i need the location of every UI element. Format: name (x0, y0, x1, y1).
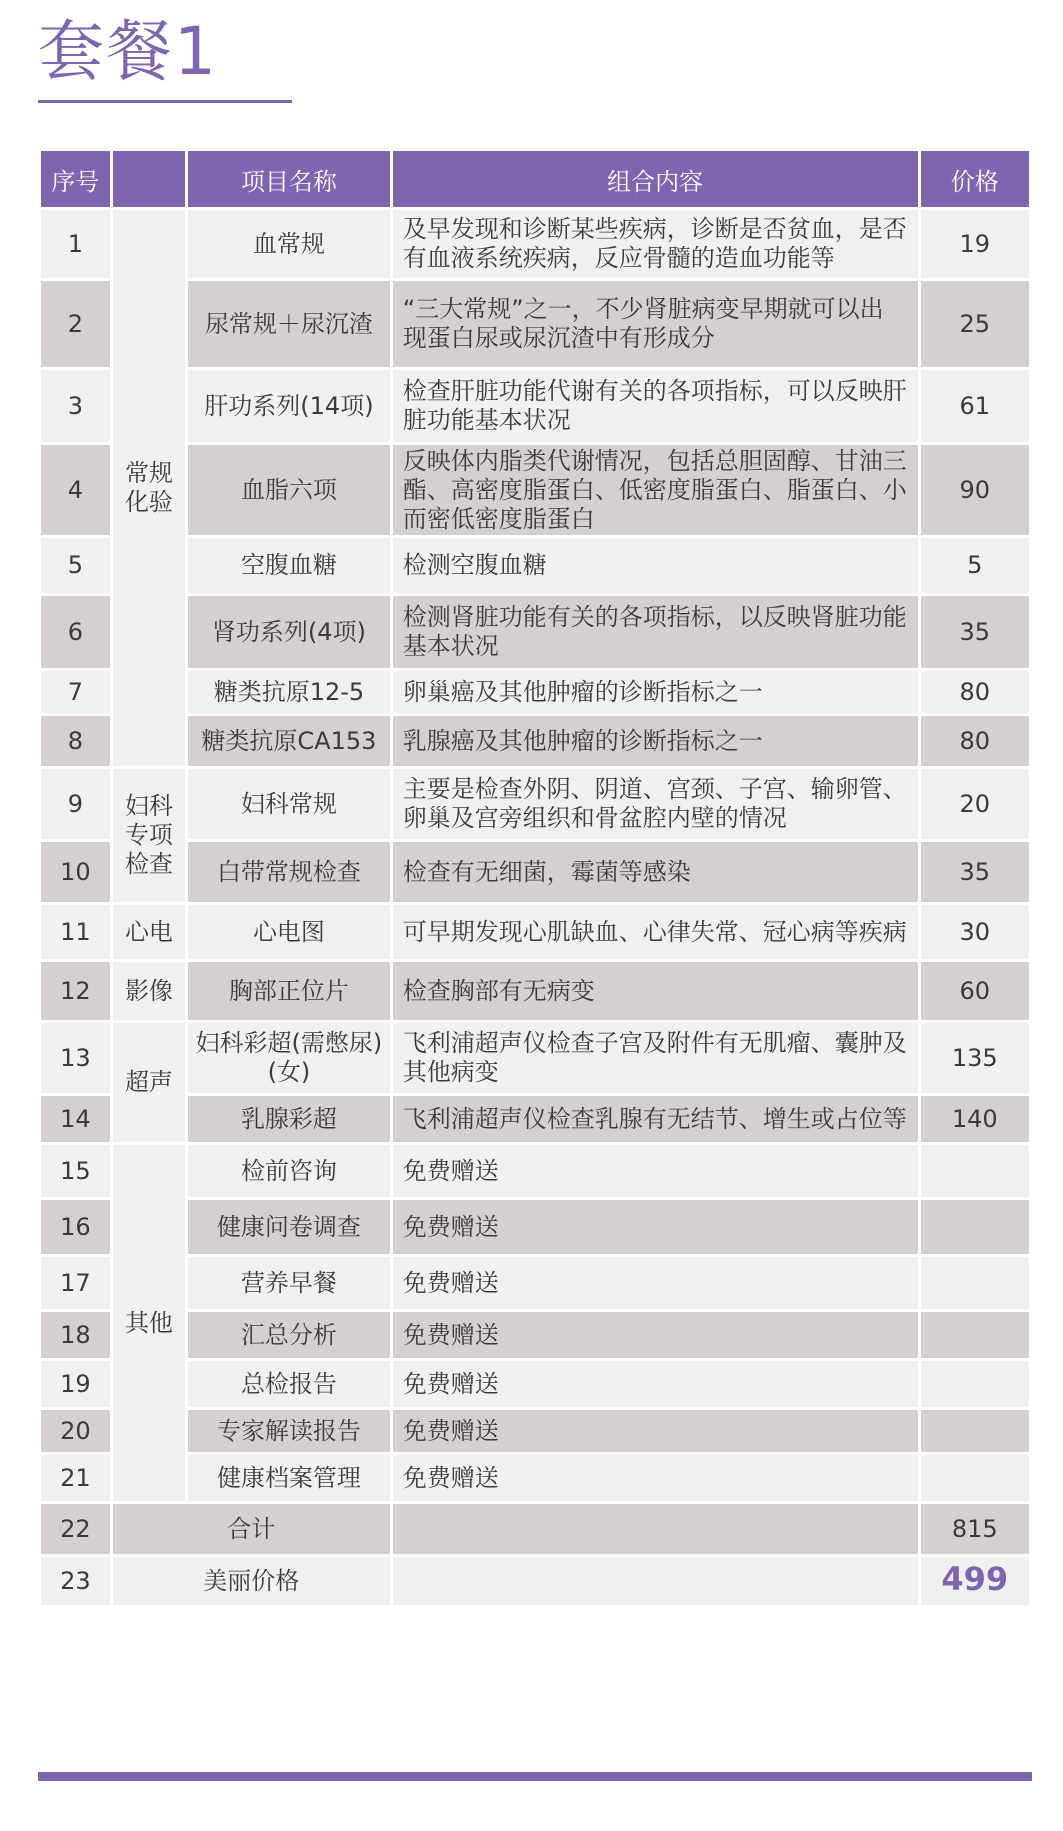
item-name: 健康档案管理 (188, 1455, 390, 1501)
item-content: 免费赠送 (393, 1312, 918, 1358)
row-number: 11 (41, 905, 110, 959)
row-number: 4 (41, 445, 110, 535)
item-price: 30 (921, 905, 1029, 959)
row-number: 19 (41, 1361, 110, 1407)
table-row (41, 1361, 1029, 1407)
item-price: 20 (921, 769, 1029, 839)
item-name: 血常规 (188, 210, 390, 278)
header-no: 序号 (41, 151, 110, 207)
item-price (921, 1410, 1029, 1452)
row-number: 8 (41, 716, 110, 766)
item-content: 检测空腹血糖 (393, 538, 918, 593)
table-row (41, 962, 1029, 1020)
category-gyn-exam (113, 769, 185, 902)
item-content: 卵巢癌及其他肿瘤的诊断指标之一 (393, 671, 918, 713)
total-label: 合计 (113, 1504, 390, 1554)
row-number: 12 (41, 962, 110, 1020)
row-number: 22 (41, 1504, 110, 1554)
item-content: “三大常规”之一，不少肾脏病变早期就可以出现蛋白尿或尿沉渣中有形成分 (393, 281, 918, 367)
item-price (921, 1145, 1029, 1197)
item-price (921, 1200, 1029, 1254)
item-price: 80 (921, 671, 1029, 713)
item-name: 汇总分析 (188, 1312, 390, 1358)
item-price: 135 (921, 1023, 1029, 1093)
item-name: 白带常规检查 (188, 842, 390, 902)
table-row (41, 281, 1029, 367)
row-number: 15 (41, 1145, 110, 1197)
item-content: 乳腺癌及其他肿瘤的诊断指标之一 (393, 716, 918, 766)
row-number: 6 (41, 596, 110, 668)
item-price: 5 (921, 538, 1029, 593)
item-price: 25 (921, 281, 1029, 367)
row-number: 7 (41, 671, 110, 713)
table-row (41, 1312, 1029, 1358)
item-content: 飞利浦超声仪检查子宫及附件有无肌瘤、囊肿及其他病变 (393, 1023, 918, 1093)
item-content: 检测肾脏功能有关的各项指标，以反映肾脏功能基本状况 (393, 596, 918, 668)
item-content: 检查肝脏功能代谢有关的各项指标，可以反映肝脏功能基本状况 (393, 370, 918, 442)
category-routine-lab (113, 210, 185, 766)
category-label: 妇科专项检查 (124, 792, 173, 878)
table-row (41, 842, 1029, 902)
category-imaging: 影像 (113, 962, 185, 1020)
item-price (921, 1361, 1029, 1407)
item-name: 肾功系列(4项) (188, 596, 390, 668)
row-number: 14 (41, 1096, 110, 1142)
item-name: 血脂六项 (188, 445, 390, 535)
item-content: 免费赠送 (393, 1145, 918, 1197)
special-price: 499 (941, 1560, 1009, 1598)
category-label: 常规化验 (124, 459, 173, 516)
item-content: 检查胸部有无病变 (393, 962, 918, 1020)
table-row (41, 769, 1029, 839)
page-title: 套餐1 (38, 13, 218, 90)
row-number: 5 (41, 538, 110, 593)
item-content: 及早发现和诊断某些疾病，诊断是否贫血，是否有血液系统疾病，反应骨髓的造血功能等 (393, 210, 918, 278)
item-content: 检查有无细菌，霉菌等感染 (393, 842, 918, 902)
item-price (921, 1312, 1029, 1358)
item-content: 免费赠送 (393, 1455, 918, 1501)
item-name: 糖类抗原CA153 (188, 716, 390, 766)
item-name: 糖类抗原12-5 (188, 671, 390, 713)
item-price: 19 (921, 210, 1029, 278)
table-row (41, 210, 1029, 278)
item-name: 肝功系列(14项) (188, 370, 390, 442)
table-row (41, 1023, 1029, 1093)
item-content: 飞利浦超声仪检查乳腺有无结节、增生或占位等 (393, 1096, 918, 1142)
row-number: 9 (41, 769, 110, 839)
item-content: 免费赠送 (393, 1200, 918, 1254)
item-price: 35 (921, 842, 1029, 902)
special-price-label: 美丽价格 (113, 1557, 390, 1605)
row-number: 3 (41, 370, 110, 442)
row-number: 23 (41, 1557, 110, 1605)
item-content: 免费赠送 (393, 1257, 918, 1309)
special-price-cell (921, 1557, 1029, 1605)
item-name: 妇科彩超(需憋尿)(女) (188, 1023, 390, 1093)
item-price (921, 1455, 1029, 1501)
item-name: 营养早餐 (188, 1257, 390, 1309)
row-number: 20 (41, 1410, 110, 1452)
item-name: 妇科常规 (188, 769, 390, 839)
table-row (41, 1096, 1029, 1142)
item-name: 健康问卷调查 (188, 1200, 390, 1254)
row-number: 16 (41, 1200, 110, 1254)
table-row (41, 1200, 1029, 1254)
item-price: 60 (921, 962, 1029, 1020)
header-name: 项目名称 (188, 151, 390, 207)
item-name: 专家解读报告 (188, 1410, 390, 1452)
header-price: 价格 (921, 151, 1029, 207)
total-price: 815 (921, 1504, 1029, 1554)
table-row (41, 538, 1029, 593)
item-name: 心电图 (188, 905, 390, 959)
category-other: 其他 (113, 1145, 185, 1501)
item-content: 免费赠送 (393, 1361, 918, 1407)
total-content (393, 1504, 918, 1554)
title-underline (38, 100, 292, 103)
row-number: 2 (41, 281, 110, 367)
item-price: 80 (921, 716, 1029, 766)
item-name: 空腹血糖 (188, 538, 390, 593)
table-row (41, 1410, 1029, 1452)
item-name: 尿常规＋尿沉渣 (188, 281, 390, 367)
bottom-bar (38, 1772, 1032, 1781)
table-row (41, 1455, 1029, 1501)
package-table (38, 148, 1032, 1608)
item-content: 主要是检查外阴、阴道、宫颈、子宫、输卵管、卵巢及宫旁组织和骨盆腔内壁的情况 (393, 769, 918, 839)
item-price: 90 (921, 445, 1029, 535)
item-price: 35 (921, 596, 1029, 668)
special-content (393, 1557, 918, 1605)
item-content: 可早期发现心肌缺血、心律失常、冠心病等疾病 (393, 905, 918, 959)
row-number: 17 (41, 1257, 110, 1309)
item-name: 胸部正位片 (188, 962, 390, 1020)
category-ultrasound: 超声 (113, 1023, 185, 1142)
item-name: 乳腺彩超 (188, 1096, 390, 1142)
special-price-row (41, 1557, 1029, 1605)
category-ecg: 心电 (113, 905, 185, 959)
row-number: 13 (41, 1023, 110, 1093)
header-content: 组合内容 (393, 151, 918, 207)
table-header-row (41, 151, 1029, 207)
row-number: 21 (41, 1455, 110, 1501)
table-row (41, 1257, 1029, 1309)
row-number: 1 (41, 210, 110, 278)
table-row (41, 716, 1029, 766)
item-price: 140 (921, 1096, 1029, 1142)
item-content: 反映体内脂类代谢情况，包括总胆固醇、甘油三酯、高密度脂蛋白、低密度脂蛋白、脂蛋白、小而密低密度脂蛋白 (393, 445, 918, 535)
row-number: 18 (41, 1312, 110, 1358)
total-row (41, 1504, 1029, 1554)
table-row (41, 905, 1029, 959)
item-content: 免费赠送 (393, 1410, 918, 1452)
item-name: 检前咨询 (188, 1145, 390, 1197)
table-row (41, 370, 1029, 442)
item-name: 总检报告 (188, 1361, 390, 1407)
header-category (113, 151, 185, 207)
row-number: 10 (41, 842, 110, 902)
item-price: 61 (921, 370, 1029, 442)
item-price (921, 1257, 1029, 1309)
table-row (41, 1145, 1029, 1197)
table-row (41, 445, 1029, 535)
table-row (41, 596, 1029, 668)
table-row (41, 671, 1029, 713)
